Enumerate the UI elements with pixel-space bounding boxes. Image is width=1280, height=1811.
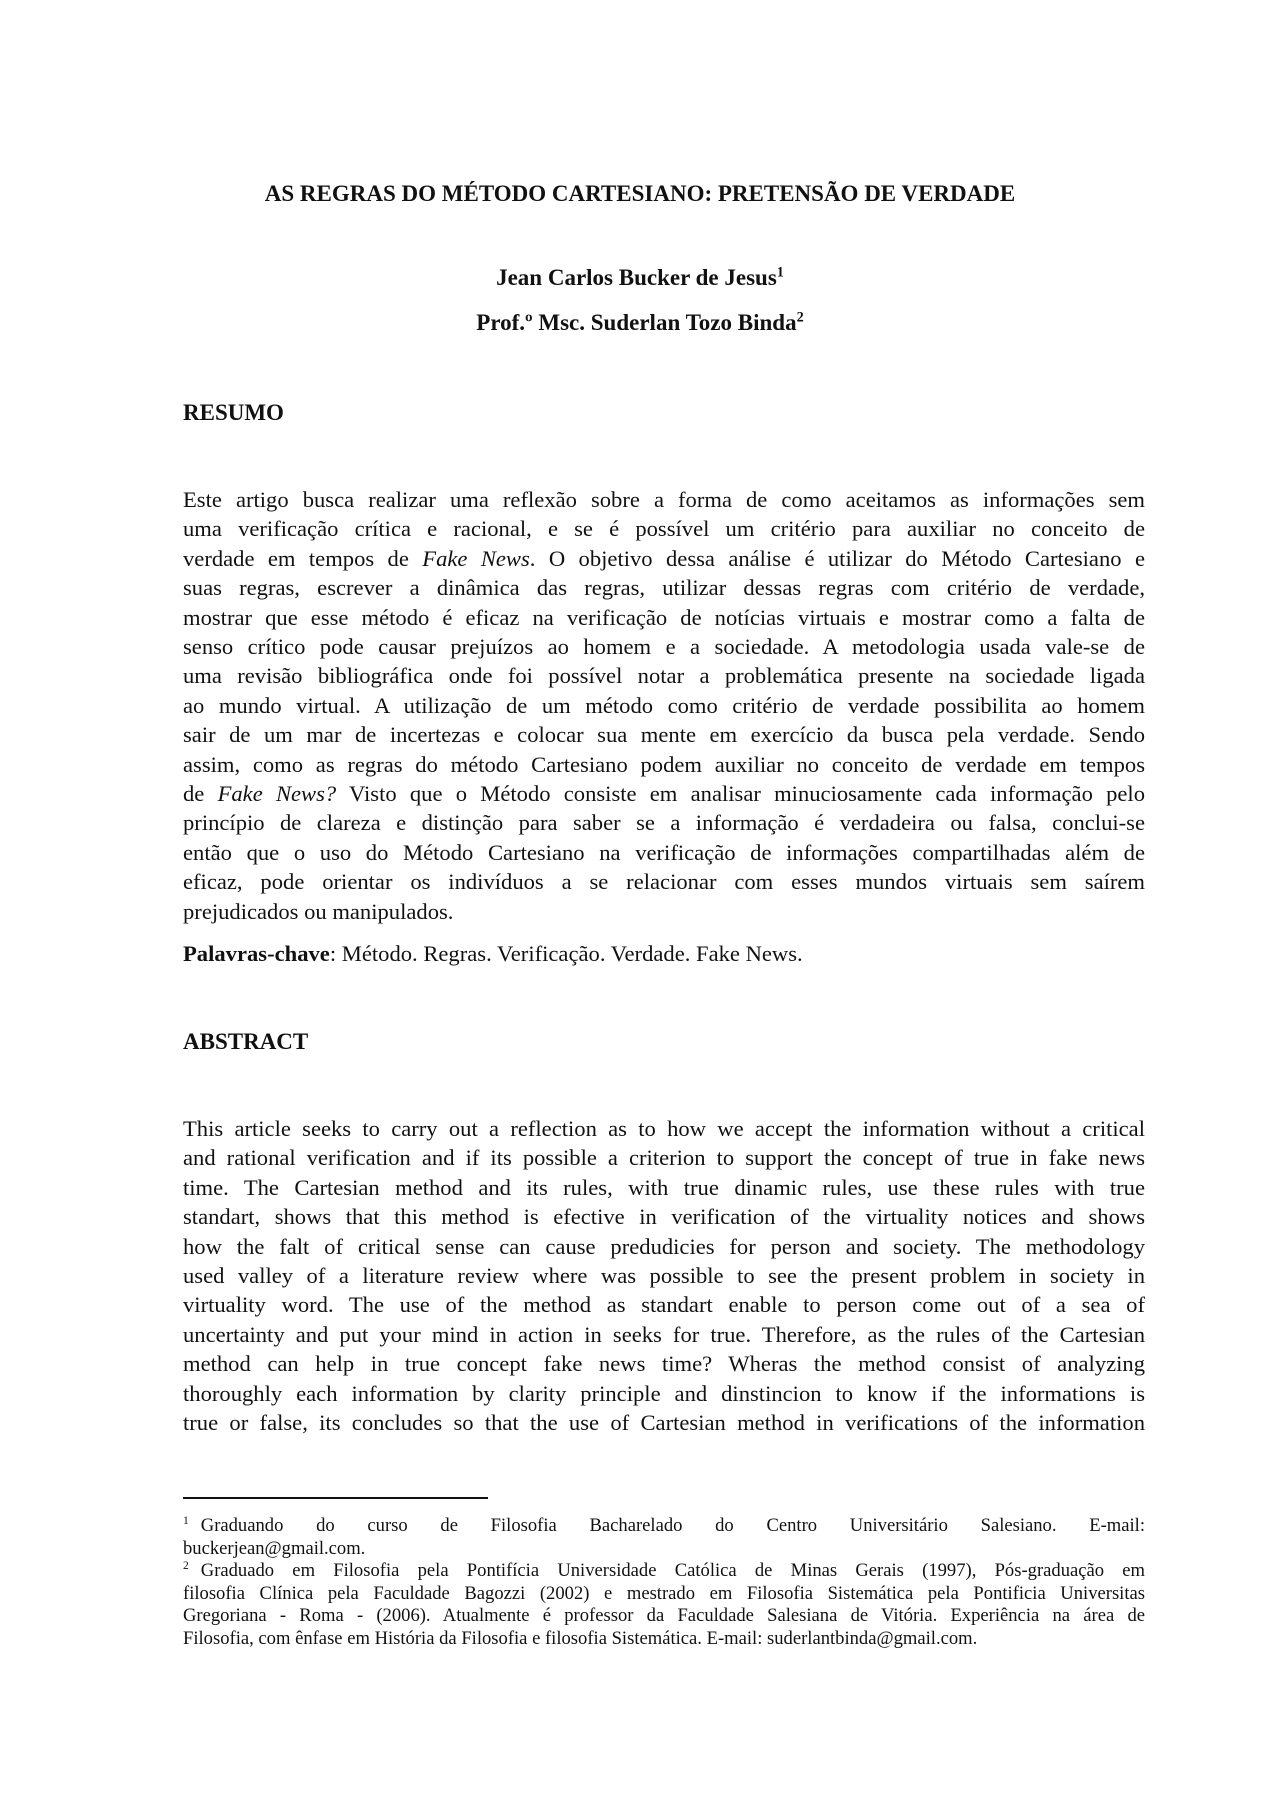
text-line (183, 867, 1145, 896)
text-segment: virtuality word. The use of the method as standart enable to person come out of a sea of (183, 1292, 1145, 1318)
text-line (183, 897, 1145, 926)
text-line (183, 573, 1145, 602)
text-segment: suas regras, escrever a dinâmica das regras, utilizar dessas regras com critério de verdade, (183, 575, 1145, 601)
text-line (183, 838, 1145, 867)
text-segment: used valley of a literature review where was possible to see the present problem in society in (183, 1263, 1145, 1289)
footnote-number: 2 (183, 1560, 189, 1573)
text-segment: prejudicados ou manipulados. (183, 898, 454, 924)
text-segment: and rational verification and if its possible a criterion to support the concept of true in fake news (183, 1145, 1145, 1171)
text-segment: . O objetivo dessa análise é utilizar do Método Cartesiano e (529, 545, 1145, 571)
italic-text: Fake News? (217, 781, 337, 807)
text-segment: time. The Cartesian method and its rules, with true dinamic rules, use these rules with true (183, 1174, 1145, 1200)
text-segment: thoroughly each information by clarity principle and dinstincion to know if the informations is (183, 1380, 1145, 1406)
text-line (183, 1202, 1145, 1231)
text-line (183, 1143, 1145, 1172)
text-segment: standart, shows that this method is efective in verification of the virtuality notices and shows (183, 1204, 1145, 1230)
text-segment: how the falt of critical sense can cause predudicies for person and society. The methodology (183, 1233, 1145, 1259)
text-line (183, 1408, 1145, 1437)
footnote-line (183, 1583, 1145, 1606)
text-line (183, 1290, 1145, 1319)
footnote-line (183, 1515, 1145, 1538)
abstract-heading: ABSTRACT (183, 1029, 309, 1054)
text-line (183, 514, 1145, 543)
text-segment: Visto que o Método consiste em analisar minuciosamente cada informação pelo (336, 781, 1146, 807)
text-segment: true or false, its concludes so that the use of Cartesian method in verifications of the information (183, 1410, 1145, 1436)
footnote-line (183, 1560, 1145, 1583)
text-line (183, 1173, 1145, 1202)
text-line (183, 1261, 1145, 1290)
text-segment: verdade em tempos de (183, 545, 423, 571)
text-segment: de (183, 781, 218, 807)
text-segment: method can help in true concept fake news time? Wheras the method consist of analyzing (183, 1351, 1145, 1377)
text-line (183, 1320, 1145, 1349)
text-line (183, 750, 1145, 779)
text-segment: uma revisão bibliográfica onde foi possível notar a problemática presente na sociedade ligada (183, 663, 1145, 689)
footnotes (183, 1515, 1145, 1650)
text-line (183, 1114, 1145, 1143)
footnote-text: Gregoriana - Roma - (2006). Atualmente é professor da Faculdade Salesiana de Vitória. Experiência na área de (183, 1605, 1145, 1626)
author-name: Prof.º Msc. Suderlan Tozo Binda (476, 310, 797, 335)
footnote-text: filosofia Clínica pela Faculdade Bagozzi (2002) e mestrado em Filosofia Sistemática pela Pontificia Universitas (183, 1582, 1145, 1604)
text-line (183, 1379, 1145, 1408)
text-line (183, 1349, 1145, 1378)
text-line (183, 485, 1145, 514)
text-segment: senso crítico pode causar prejuízos ao homem e a sociedade. A metodologia usada vale-se de (183, 634, 1145, 660)
text-segment: princípio de clareza e distinção para saber se a informação é verdadeira ou falsa, conclui-se (183, 810, 1145, 836)
keywords-list: : Método. Regras. Verificação. Verdade. Fake News. (329, 941, 803, 966)
author-name: Jean Carlos Bucker de Jesus (496, 265, 777, 290)
text-segment: ao mundo virtual. A utilização de um método como critério de verdade possibilita ao homem (183, 692, 1145, 718)
text-line (183, 808, 1145, 837)
footnote-number: 1 (183, 1515, 189, 1528)
text-segment: Este artigo busca realizar uma reflexão sobre a forma de como aceitamos as informações sem (183, 487, 1145, 512)
keywords-label: Palavras-chave (183, 941, 330, 966)
footnote-line (183, 1628, 1145, 1651)
text-segment: sair de um mar de incertezas e colocar sua mente em exercício da busca pela verdade. Sendo (183, 722, 1145, 748)
resumo-paragraph (183, 485, 1145, 926)
footnote-ref: 2 (796, 309, 804, 326)
text-segment: uncertainty and put your mind in action in seeks for true. Therefore, as the rules of the Cartesian (183, 1321, 1145, 1347)
text-line (183, 632, 1145, 661)
text-line (183, 544, 1145, 573)
text-segment: assim, como as regras do método Cartesiano podem auxiliar no conceito de verdade em tempos (183, 751, 1145, 777)
document-title: AS REGRAS DO MÉTODO CARTESIANO: PRETENSÃO DE VERDADE (264, 181, 1016, 206)
italic-text: Fake News (422, 545, 530, 571)
text-line (183, 691, 1145, 720)
text-line (183, 720, 1145, 749)
author-1 (0, 264, 1280, 292)
text-line (183, 661, 1145, 690)
footnote-line (183, 1538, 1145, 1561)
footnote-text: buckerjean@gmail.com. (183, 1537, 366, 1559)
text-segment: então que o uso do Método Cartesiano na verificação de informações compartilhadas além de (183, 839, 1145, 865)
footnote-text: Graduado em Filosofia pela Pontifícia Universidade Católica de Minas Gerais (1997), Pós-graduação em (200, 1560, 1145, 1581)
text-line (183, 779, 1145, 808)
footnote-text: Graduando do curso de Filosofia Bacharelado do Centro Universitário Salesiano. E-mail: (200, 1515, 1145, 1536)
footnote-line (183, 1605, 1145, 1628)
text-segment: eficaz, pode orientar os indivíduos a se relacionar com esses mundos virtuais sem saírem (183, 869, 1145, 895)
text-segment: uma verificação crítica e racional, e se é possível um critério para auxiliar no conceito de (183, 516, 1145, 542)
keywords (183, 939, 1145, 968)
text-segment: This article seeks to carry out a reflection as to how we accept the information without a critical (183, 1116, 1145, 1141)
footnote-ref: 1 (776, 264, 784, 281)
footnote-text: Filosofia, com ênfase em História da Filosofia e filosofia Sistemática. E-mail: suderlantbinda@gmail.com. (183, 1627, 978, 1649)
text-line (183, 1232, 1145, 1261)
footnote-divider (183, 1497, 488, 1499)
author-2 (0, 309, 1280, 337)
text-line (183, 603, 1145, 632)
resumo-heading: RESUMO (183, 400, 284, 425)
text-segment: mostrar que esse método é eficaz na verificação de notícias virtuais e mostrar como a falta de (183, 604, 1145, 630)
abstract-paragraph (183, 1114, 1145, 1437)
